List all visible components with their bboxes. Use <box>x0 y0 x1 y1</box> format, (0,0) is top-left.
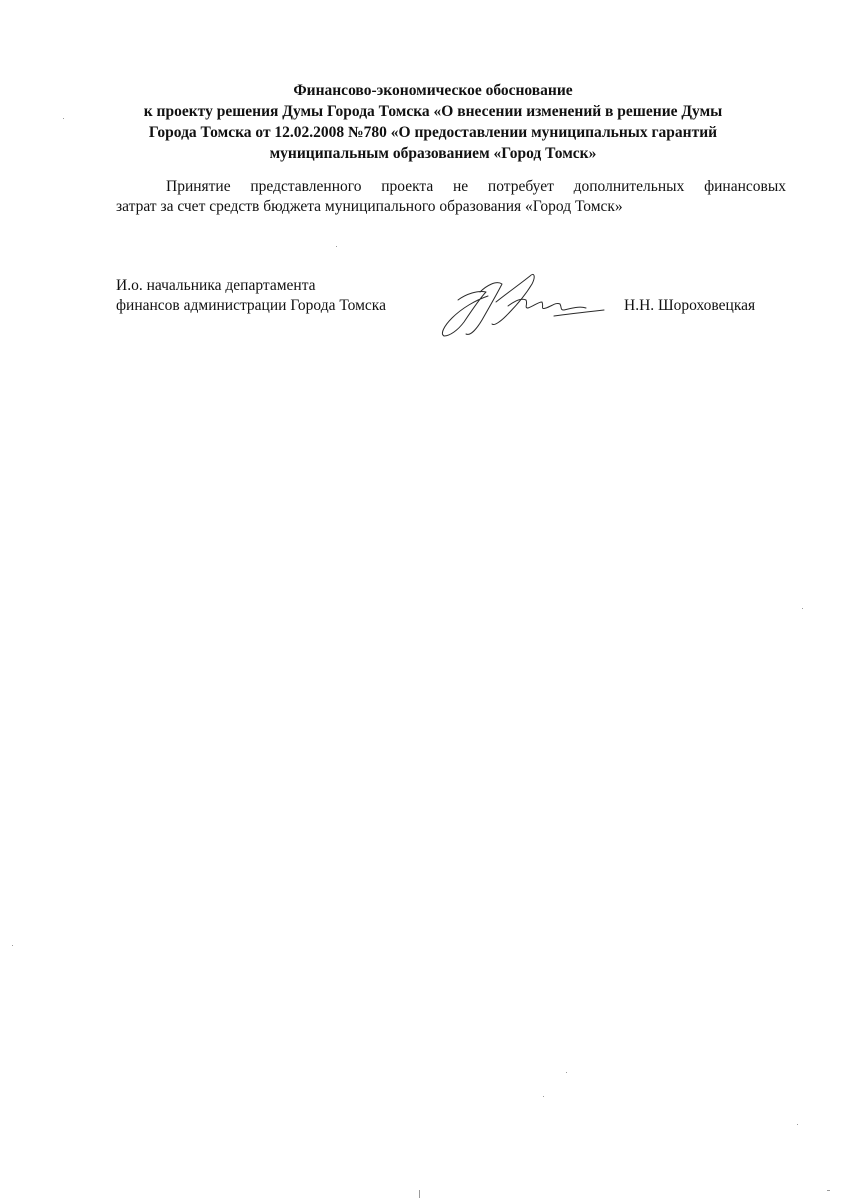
scan-speck <box>802 608 803 609</box>
title-line: муниципальным образованием «Город Томск» <box>269 145 597 162</box>
position-line: И.о. начальника департамента <box>116 277 316 294</box>
scan-speck <box>827 1190 830 1191</box>
paragraph-line: Принятие представленного проекта не потребует дополнительных финансовых <box>166 178 786 195</box>
handwritten-signature-icon <box>436 266 611 341</box>
document-title <box>100 80 766 164</box>
scan-speck <box>543 1096 544 1097</box>
paragraph-line: затрат за счет средств бюджета муниципального образования «Город Томск» <box>116 198 623 215</box>
scan-speck <box>12 945 13 946</box>
scan-speck <box>419 1190 420 1198</box>
scan-speck <box>566 1072 567 1073</box>
title-line: Города Томска от 12.02.2008 №780 «О предоставлении муниципальных гарантий <box>148 124 718 141</box>
signatory-position <box>116 276 436 316</box>
scan-speck <box>797 1124 798 1125</box>
scan-speck <box>336 246 337 247</box>
title-line: к проекту решения Думы Города Томска «О внесении изменений в решение Думы <box>143 103 723 120</box>
signer-name: Н.Н. Шороховецкая <box>624 297 756 314</box>
body-paragraph <box>116 177 786 217</box>
position-line: финансов администрации Города Томска <box>116 297 386 314</box>
scan-speck <box>63 118 64 119</box>
title-line: Финансово-экономическое обоснование <box>293 82 573 99</box>
